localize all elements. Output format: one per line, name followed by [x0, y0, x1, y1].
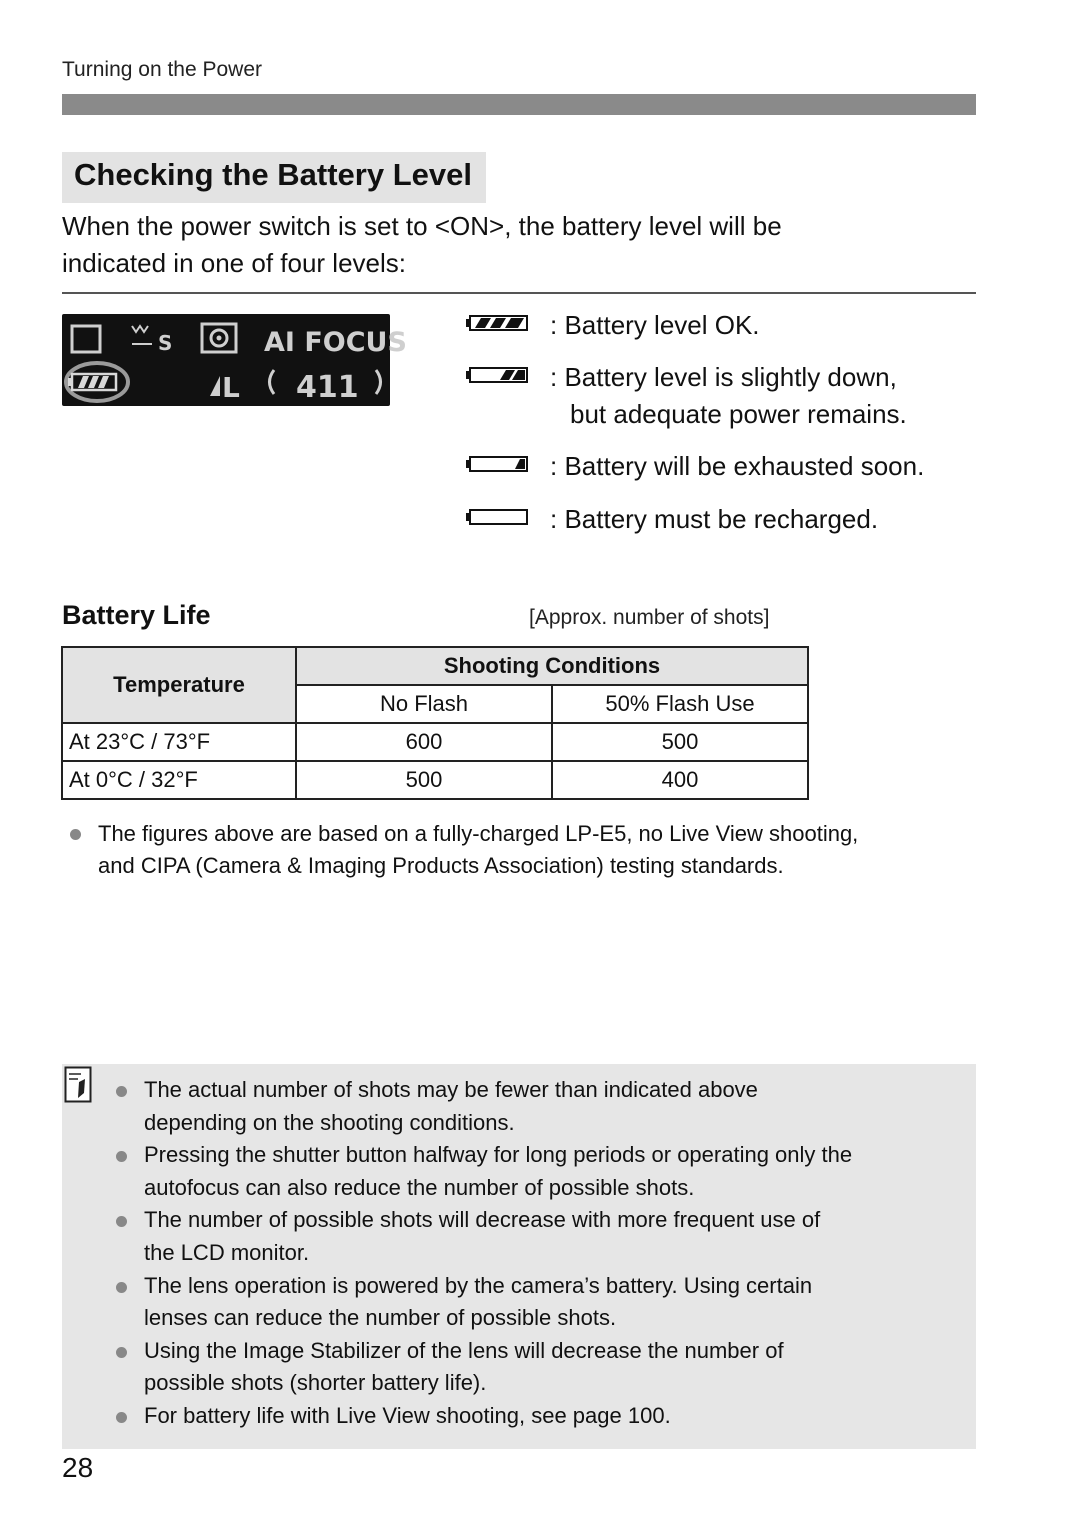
battery-level-low — [466, 448, 986, 488]
lcd-panel-illustration — [62, 314, 407, 406]
list-item: For battery life with Live View shooting, see page 100. — [108, 1400, 968, 1433]
svg-text:S: S — [158, 331, 173, 355]
list-item: The actual number of shots may be fewer than indicated above depending on the shooting conditions. — [108, 1074, 968, 1139]
metering-icon — [202, 324, 236, 352]
divider — [62, 292, 976, 294]
list-item: Using the Image Stabilizer of the lens will decrease the number of possible shots (shorter battery life). — [108, 1335, 968, 1400]
notes-list — [108, 1074, 968, 1433]
battery-one-third-icon — [466, 456, 528, 472]
battery-ring-icon — [66, 363, 128, 401]
temperature-cell: At 0°C / 32°F — [62, 761, 296, 799]
quality-text: L — [222, 371, 240, 404]
running-head: Turning on the Power — [62, 58, 263, 81]
subheader-flash-use: 50% Flash Use — [552, 685, 808, 723]
battery-level-label-continued: but adequate power remains. — [570, 399, 907, 429]
subheader-no-flash: No Flash — [296, 685, 552, 723]
battery-level-ok — [466, 307, 986, 347]
battery-level-label: : Battery level OK. — [550, 310, 760, 340]
battery-empty-icon — [466, 509, 528, 525]
temperature-cell: At 23°C / 73°F — [62, 723, 296, 761]
page-number: 28 — [62, 1452, 94, 1483]
battery-two-thirds-icon — [466, 367, 528, 383]
header-rule — [62, 94, 976, 115]
quality-icon — [210, 376, 220, 396]
battery-level-label: : Battery will be exhausted soon. — [550, 451, 925, 481]
flash-shots-cell: 500 — [552, 723, 808, 761]
battery-life-heading: Battery Life — [62, 600, 211, 630]
no-flash-shots-cell: 500 — [296, 761, 552, 799]
af-mode-text: AI FOCUS — [264, 327, 407, 358]
battery-level-empty — [466, 501, 986, 541]
list-item: Pressing the shutter button halfway for long periods or operating only the autofocus can also reduce the number of possible shots. — [108, 1139, 968, 1204]
section-title: Checking the Battery Level — [62, 152, 486, 203]
battery-life-unit-note: [Approx. number of shots] — [529, 606, 770, 629]
list-item: The number of possible shots will decrease with more frequent use of the LCD monitor. — [108, 1204, 968, 1269]
battery-life-table — [61, 646, 809, 800]
flash-shots-cell: 400 — [552, 761, 808, 799]
column-header-shooting-conditions: Shooting Conditions — [296, 647, 808, 685]
intro-line-1: When the power switch is set to <ON>, the battery level will be — [62, 211, 782, 241]
battery-life-footnote — [62, 818, 977, 882]
column-header-temperature: Temperature — [62, 647, 296, 723]
battery-full-icon — [466, 315, 528, 331]
table-row — [62, 723, 808, 761]
intro-paragraph — [62, 208, 962, 282]
battery-level-label: : Battery level is slightly down, — [550, 362, 897, 392]
table-row — [62, 761, 808, 799]
white-balance-icon — [132, 326, 172, 355]
battery-level-slightly-down — [466, 359, 986, 439]
list-item: The figures above are based on a fully-charged LP-E5, no Live View shooting, and CIPA (Camera & Imaging Products Association) testing standards. — [62, 818, 977, 882]
battery-level-label: : Battery must be recharged. — [550, 504, 879, 534]
lcd-panel-graphic — [62, 314, 407, 406]
intro-line-2: indicated in one of four levels: — [62, 248, 406, 278]
list-item: The lens operation is powered by the camera’s battery. Using certain lenses can reduce the number of possible shots. — [108, 1270, 968, 1335]
memo-icon — [64, 1066, 92, 1106]
drive-mode-icon — [72, 326, 100, 352]
shots-remaining: 411 — [296, 370, 359, 405]
no-flash-shots-cell: 600 — [296, 723, 552, 761]
